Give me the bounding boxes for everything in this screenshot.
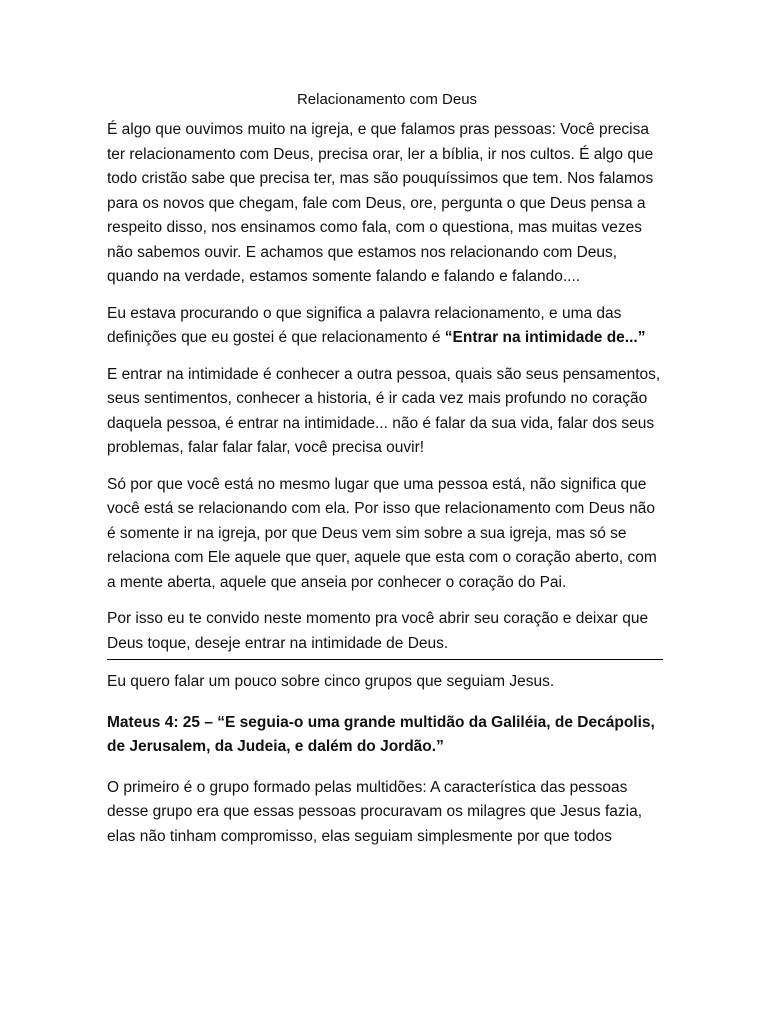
paragraph-5: Por isso eu te convido neste momento pra você abrir seu coração e deixar que Deus toque, deseje entrar na intimidade de Deus.	[107, 610, 649, 652]
paragraph-1: É algo que ouvimos muito na igreja, e que falamos pras pessoas: Você precisa ter relacionamento com Deus, precisa orar, ler a bíblia, ir nos cultos. É algo que todo cristão sabe que precisa ter, mas são pouquíssimos que tem. Nos falamos para os novos que chegam, fale com Deus, ore, pergunta o que Deus pensa a respeito disso, nos ensinamos como fala, com o questiona, mas muitas vezes não sabemos ouvir. E achamos que estamos nos relacionando com Deus, quando na verdade, estamos somente falando e falando e falando....	[107, 121, 654, 285]
paragraph-2-text: Eu estava procurando o que significa a palavra relacionamento, e uma das definições que eu gostei é que relacionamento é	[107, 304, 622, 346]
document-title: Relacionamento com Deus	[296, 91, 478, 108]
bible-verse: Mateus 4: 25 – “E seguia-o uma grande multidão da Galiléia, de Decápolis, de Jerusalem, da Judeia, e dalém do Jordão.”	[107, 713, 655, 755]
paragraph-2	[107, 302, 667, 351]
paragraph-4: Só por que você está no mesmo lugar que uma pessoa está, não significa que você está se relacionando com ela. Por isso que relacionamento com Deus não é somente ir na igreja, por que Deus vem sim sobre a sua igreja, mas só se relaciona com Ele aquele que quer, aquele que esta com o coração aberto, com a mente aberta, aquele que anseia por conhecer o coração do Pai.	[107, 475, 657, 591]
paragraph-6: Eu quero falar um pouco sobre cinco grupos que seguiam Jesus.	[107, 673, 555, 690]
paragraph-3: E entrar na intimidade é conhecer a outra pessoa, quais são seus pensamentos, seus sentimentos, conhecer a historia, é ir cada vez mais profundo no coração daquela pessoa, é entrar na intimidade... não é falar da sua vida, falar dos seus problemas, falar falar falar, você precisa ouvir!	[107, 365, 661, 456]
paragraph-2-bold-quote: “Entrar na intimidade de...”	[444, 329, 646, 346]
horizontal-divider	[107, 659, 663, 660]
document-page	[107, 88, 667, 861]
paragraph-7: O primeiro é o grupo formado pelas multidões: A característica das pessoas desse grupo era que essas pessoas procuravam os milagres que Jesus fazia, elas não tinham compromisso, elas seguiam simplesmente por que todos	[107, 778, 643, 845]
